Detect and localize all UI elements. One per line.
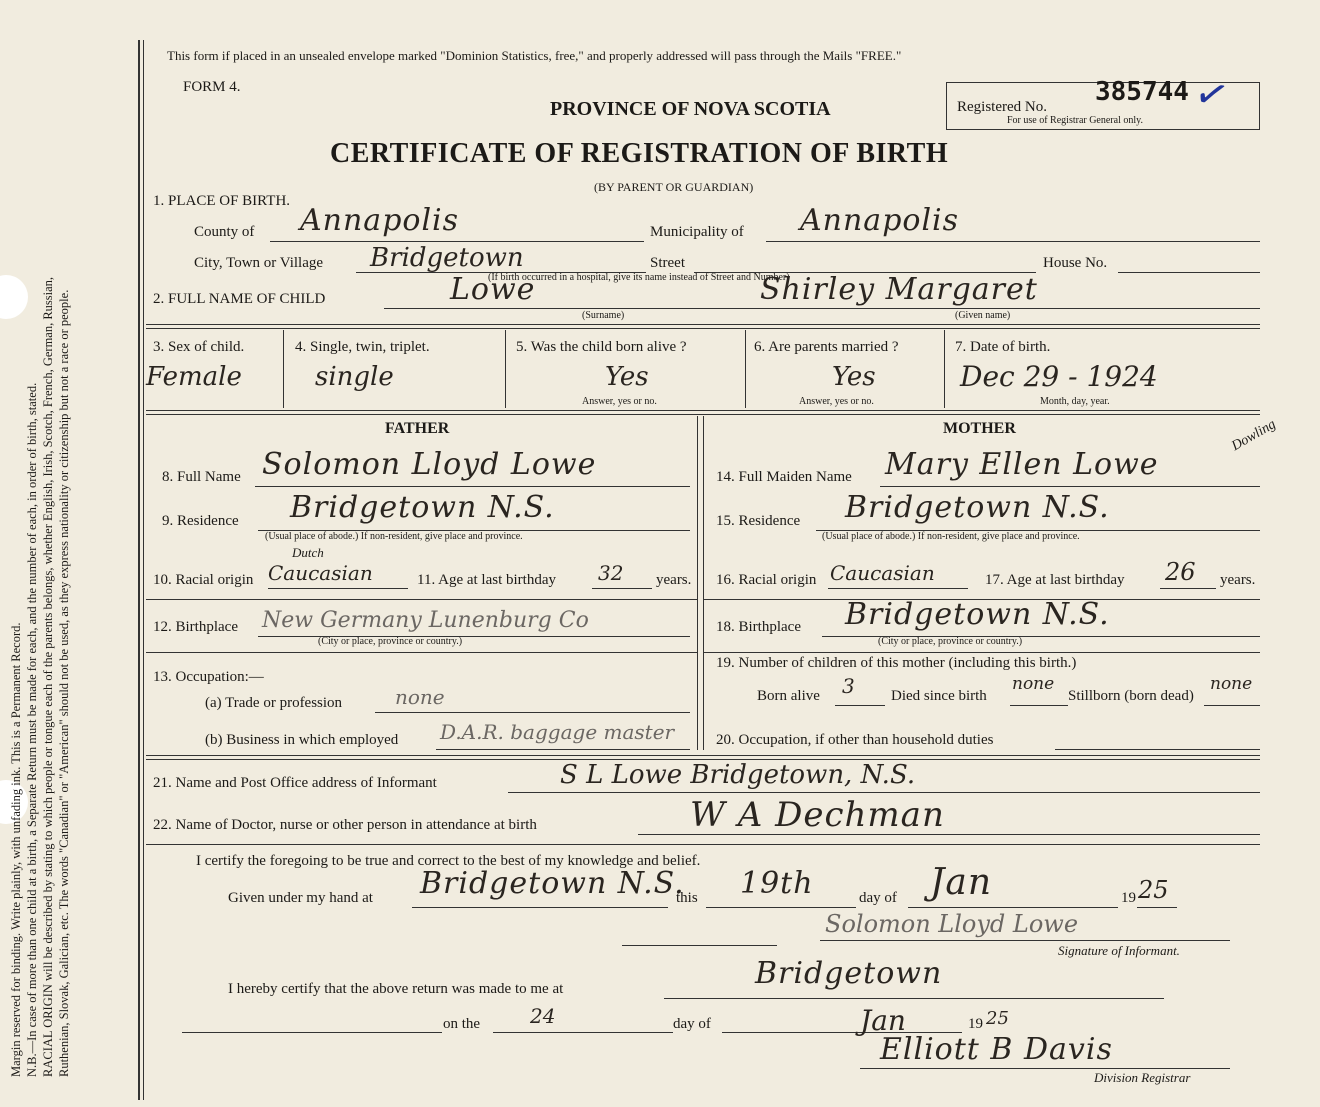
reg-month-value: Jan (860, 1004, 906, 1037)
given-label: Given under my hand at (228, 890, 373, 906)
father-business-label: (b) Business in which employed (205, 732, 399, 748)
father-heading: FATHER (385, 420, 450, 437)
city-label: City, Town or Village (194, 255, 324, 271)
stillborn-value: none (1210, 674, 1253, 694)
mother-birthplace-label: 18. Birthplace (716, 619, 801, 635)
rule-short (622, 945, 777, 946)
died-line (1010, 705, 1068, 706)
given-caption: (Given name) (955, 310, 1011, 321)
mail-notice: This form if placed in an unsealed envelope marked "Dominion Statistics, free," and properly addressed will pass through the Mails "FREE." (167, 48, 902, 63)
dob-value: Dec 29 - 1924 (960, 360, 1158, 393)
father-birthplace-label: 12. Birthplace (153, 619, 238, 635)
rule-mother-2 (703, 652, 1260, 653)
child-name-line (384, 308, 1260, 309)
rule-father-2 (146, 652, 697, 653)
month-line (908, 907, 1118, 908)
father-business-line (436, 749, 690, 750)
born-alive-line (835, 705, 885, 706)
father-residence-caption: (Usual place of abode.) If non-resident, give place and province. (265, 531, 523, 542)
doctor-value: W A Dechman (690, 795, 945, 835)
house-line (1118, 272, 1260, 273)
day-line (706, 907, 856, 908)
registered-number: 385744 (1095, 77, 1189, 107)
mother-residence-caption: (Usual place of abode.) If non-resident, give place and province. (822, 531, 1080, 542)
certificate-subtitle: (BY PARENT OR GUARDIAN) (594, 180, 754, 194)
father-trade-line (375, 712, 690, 713)
mother-age-label: 17. Age at last birthday (985, 572, 1125, 588)
multiple-value: single (315, 362, 394, 392)
father-name-value: Solomon Lloyd Lowe (262, 447, 597, 482)
county-label: County of (194, 224, 255, 240)
given-place-line (412, 907, 668, 908)
margin-line-1: Margin reserved for binding. Write plainly, with unfading ink. This is a Permanent Record. (9, 622, 23, 1077)
rule-box-bottom-2 (146, 414, 1260, 415)
mother-age-value: 26 (1165, 558, 1196, 586)
margin-instructions (8, 77, 72, 1077)
municipality-label: Municipality of (650, 224, 744, 240)
father-trade-label: (a) Trade or profession (205, 695, 343, 711)
registrar-place-value: Bridgetown (755, 956, 943, 991)
registrar-signature-line (860, 1068, 1230, 1069)
father-occupation-label: 13. Occupation:— (153, 669, 264, 685)
rule-above-box (146, 324, 1260, 325)
this-label: this (676, 890, 698, 906)
father-racial-value: Caucasian (268, 561, 373, 585)
alive-value: Yes (605, 362, 649, 392)
margin-line-2: N.B.—In case of more than one child at a birth, a Separate Return must be made for each, and the number of each, in order of birth, stated. (25, 382, 39, 1077)
registrar-signature: Elliott B Davis (880, 1032, 1113, 1067)
multiple-label: 4. Single, twin, triplet. (295, 339, 430, 355)
stillborn-line (1204, 705, 1260, 706)
certificate-title: CERTIFICATE OF REGISTRATION OF BIRTH (330, 138, 949, 169)
informant-signature-line (820, 940, 1230, 941)
reg-day-value: 24 (530, 1004, 556, 1028)
informant-signature: Solomon Lloyd Lowe (825, 910, 1079, 938)
alive-label: 5. Was the child born alive ? (516, 339, 687, 355)
alive-caption: Answer, yes or no. (582, 396, 657, 407)
father-racial-line (268, 588, 408, 589)
surname-caption: (Surname) (582, 310, 625, 321)
father-age-line (592, 588, 652, 589)
house-label: House No. (1043, 255, 1108, 271)
form-number: FORM 4. (183, 79, 241, 95)
born-alive-label: Born alive (757, 688, 820, 704)
father-age-label: 11. Age at last birthday (417, 572, 556, 588)
married-value: Yes (832, 362, 876, 392)
father-birthplace-caption: (City or place, province or country.) (318, 636, 463, 647)
county-line (270, 241, 644, 242)
mother-racial-value: Caucasian (830, 561, 935, 585)
informant-value: S L Lowe Bridgetown, N.S. (560, 760, 916, 790)
mother-children-label: 19. Number of children of this mother (including this birth.) (716, 655, 1077, 671)
father-residence-label: 9. Residence (162, 513, 239, 529)
margin-line-4: Ruthenian, Slovak, Galician, etc. The words "Canadian" or "American" should not be used, as they express nationality or citizenship but not a race or people. (57, 289, 71, 1077)
father-racial-note: Dutch (292, 545, 324, 560)
father-business-value: D.A.R. baggage master (440, 720, 675, 744)
day-of-label: day of (859, 890, 897, 906)
died-label: Died since birth (891, 688, 987, 704)
dob-caption: Month, day, year. (1040, 396, 1110, 407)
registered-label: Registered No. (957, 99, 1047, 115)
day-value: 19th (740, 866, 814, 901)
married-caption: Answer, yes or no. (799, 396, 874, 407)
mother-birthplace-caption: (City or place, province or country.) (878, 636, 1023, 647)
child-given-name: Shirley Margaret (760, 272, 1038, 307)
year-line (1137, 907, 1177, 908)
municipality-value: Annapolis (800, 203, 960, 238)
box-div-4 (944, 330, 945, 408)
father-trade-value: none (395, 685, 445, 709)
certify-text: I certify the foregoing to be true and correct to the best of my knowledge and belief. (196, 853, 701, 869)
registrar-lead-line (182, 1032, 442, 1033)
father-age-value: 32 (598, 561, 624, 585)
on-the-label: on the (443, 1016, 481, 1032)
mother-residence-value: Bridgetown N.S. (845, 490, 1110, 525)
dob-label: 7. Date of birth. (955, 339, 1051, 355)
mother-name-line (880, 486, 1260, 487)
mother-racial-line (828, 588, 968, 589)
box-div-3 (745, 330, 746, 408)
mother-age-unit: years. (1220, 572, 1256, 588)
sex-value: Female (146, 362, 242, 392)
reg-day-of-label: day of (673, 1016, 711, 1032)
margin-rule-2 (143, 40, 144, 1100)
born-alive-value: 3 (842, 674, 855, 698)
year-value: 25 (1138, 876, 1169, 904)
stillborn-label: Stillborn (born dead) (1068, 688, 1194, 704)
city-value: Bridgetown (370, 243, 524, 273)
parents-divider (697, 416, 698, 750)
father-racial-label: 10. Racial origin (153, 572, 254, 588)
sex-label: 3. Sex of child. (153, 339, 245, 355)
child-surname: Lowe (450, 272, 536, 307)
informant-label: 21. Name and Post Office address of Informant (153, 775, 437, 791)
informant-caption: Signature of Informant. (1058, 943, 1180, 958)
informant-line (508, 792, 1260, 793)
reg-day-line (493, 1032, 673, 1033)
mother-age-line (1160, 588, 1216, 589)
mother-birthplace-value: Bridgetown N.S. (845, 597, 1110, 632)
street-label: Street (650, 255, 685, 271)
place-heading: 1. PLACE OF BIRTH. (153, 193, 291, 209)
mother-name-value: Mary Ellen Lowe (885, 447, 1159, 482)
mother-occupation-label: 20. Occupation, if other than household duties (716, 732, 994, 748)
mother-racial-label: 16. Racial origin (716, 572, 817, 588)
registrar-text: I hereby certify that the above return was made to me at (228, 981, 564, 997)
mother-occupation-line (1055, 749, 1260, 750)
mother-residence-label: 15. Residence (716, 513, 801, 529)
box-div-1 (283, 330, 284, 408)
reg-year-prefix: 19 (968, 1016, 983, 1032)
rule-parents-bottom (146, 755, 1260, 756)
registered-box (946, 68, 1260, 130)
province-heading: PROVINCE OF NOVA SCOTIA (550, 98, 831, 120)
county-value: Annapolis (300, 203, 460, 238)
check-mark-icon: ✓ (1189, 68, 1234, 121)
died-value: none (1012, 674, 1055, 694)
married-label: 6. Are parents married ? (754, 339, 899, 355)
registrar-caption: Division Registrar (1094, 1070, 1191, 1085)
rule-box-bottom (146, 410, 1260, 411)
rule-father-1 (146, 599, 697, 600)
parents-divider-2 (703, 416, 704, 750)
year-prefix: 19 (1121, 890, 1136, 906)
registrar-note: For use of Registrar General only. (1007, 115, 1143, 126)
margin-rule (138, 40, 140, 1100)
father-age-unit: years. (656, 572, 692, 588)
street-note: (If birth occurred in a hospital, give its name instead of Street and Number) (488, 272, 790, 283)
box-div-2 (505, 330, 506, 408)
margin-line-3: RACIAL ORIGIN will be described by stating to which people or tongue each of the parents belongs, whether English, Irish, Scotch, French, German, Russian, (41, 276, 55, 1077)
registrar-place-line (664, 998, 1164, 999)
father-name-label: 8. Full Name (162, 469, 241, 485)
rule-box-top (146, 328, 1260, 329)
month-value: Jan (930, 862, 993, 903)
mother-heading: MOTHER (943, 420, 1016, 437)
mother-name-label: 14. Full Maiden Name (716, 469, 852, 485)
given-place-value: Bridgetown N.S. (420, 866, 685, 901)
father-residence-value: Bridgetown N.S. (290, 490, 555, 525)
mother-name-note: Dowling (1229, 417, 1279, 455)
doctor-label: 22. Name of Doctor, nurse or other person in attendance at birth (153, 817, 537, 833)
municipality-line (766, 241, 1260, 242)
father-birthplace-value: New Germany Lunenburg Co (262, 608, 589, 633)
father-name-line (255, 486, 690, 487)
child-name-label: 2. FULL NAME OF CHILD (153, 291, 326, 307)
reg-year-value: 25 (986, 1008, 1009, 1029)
rule-cert-top (146, 844, 1260, 845)
